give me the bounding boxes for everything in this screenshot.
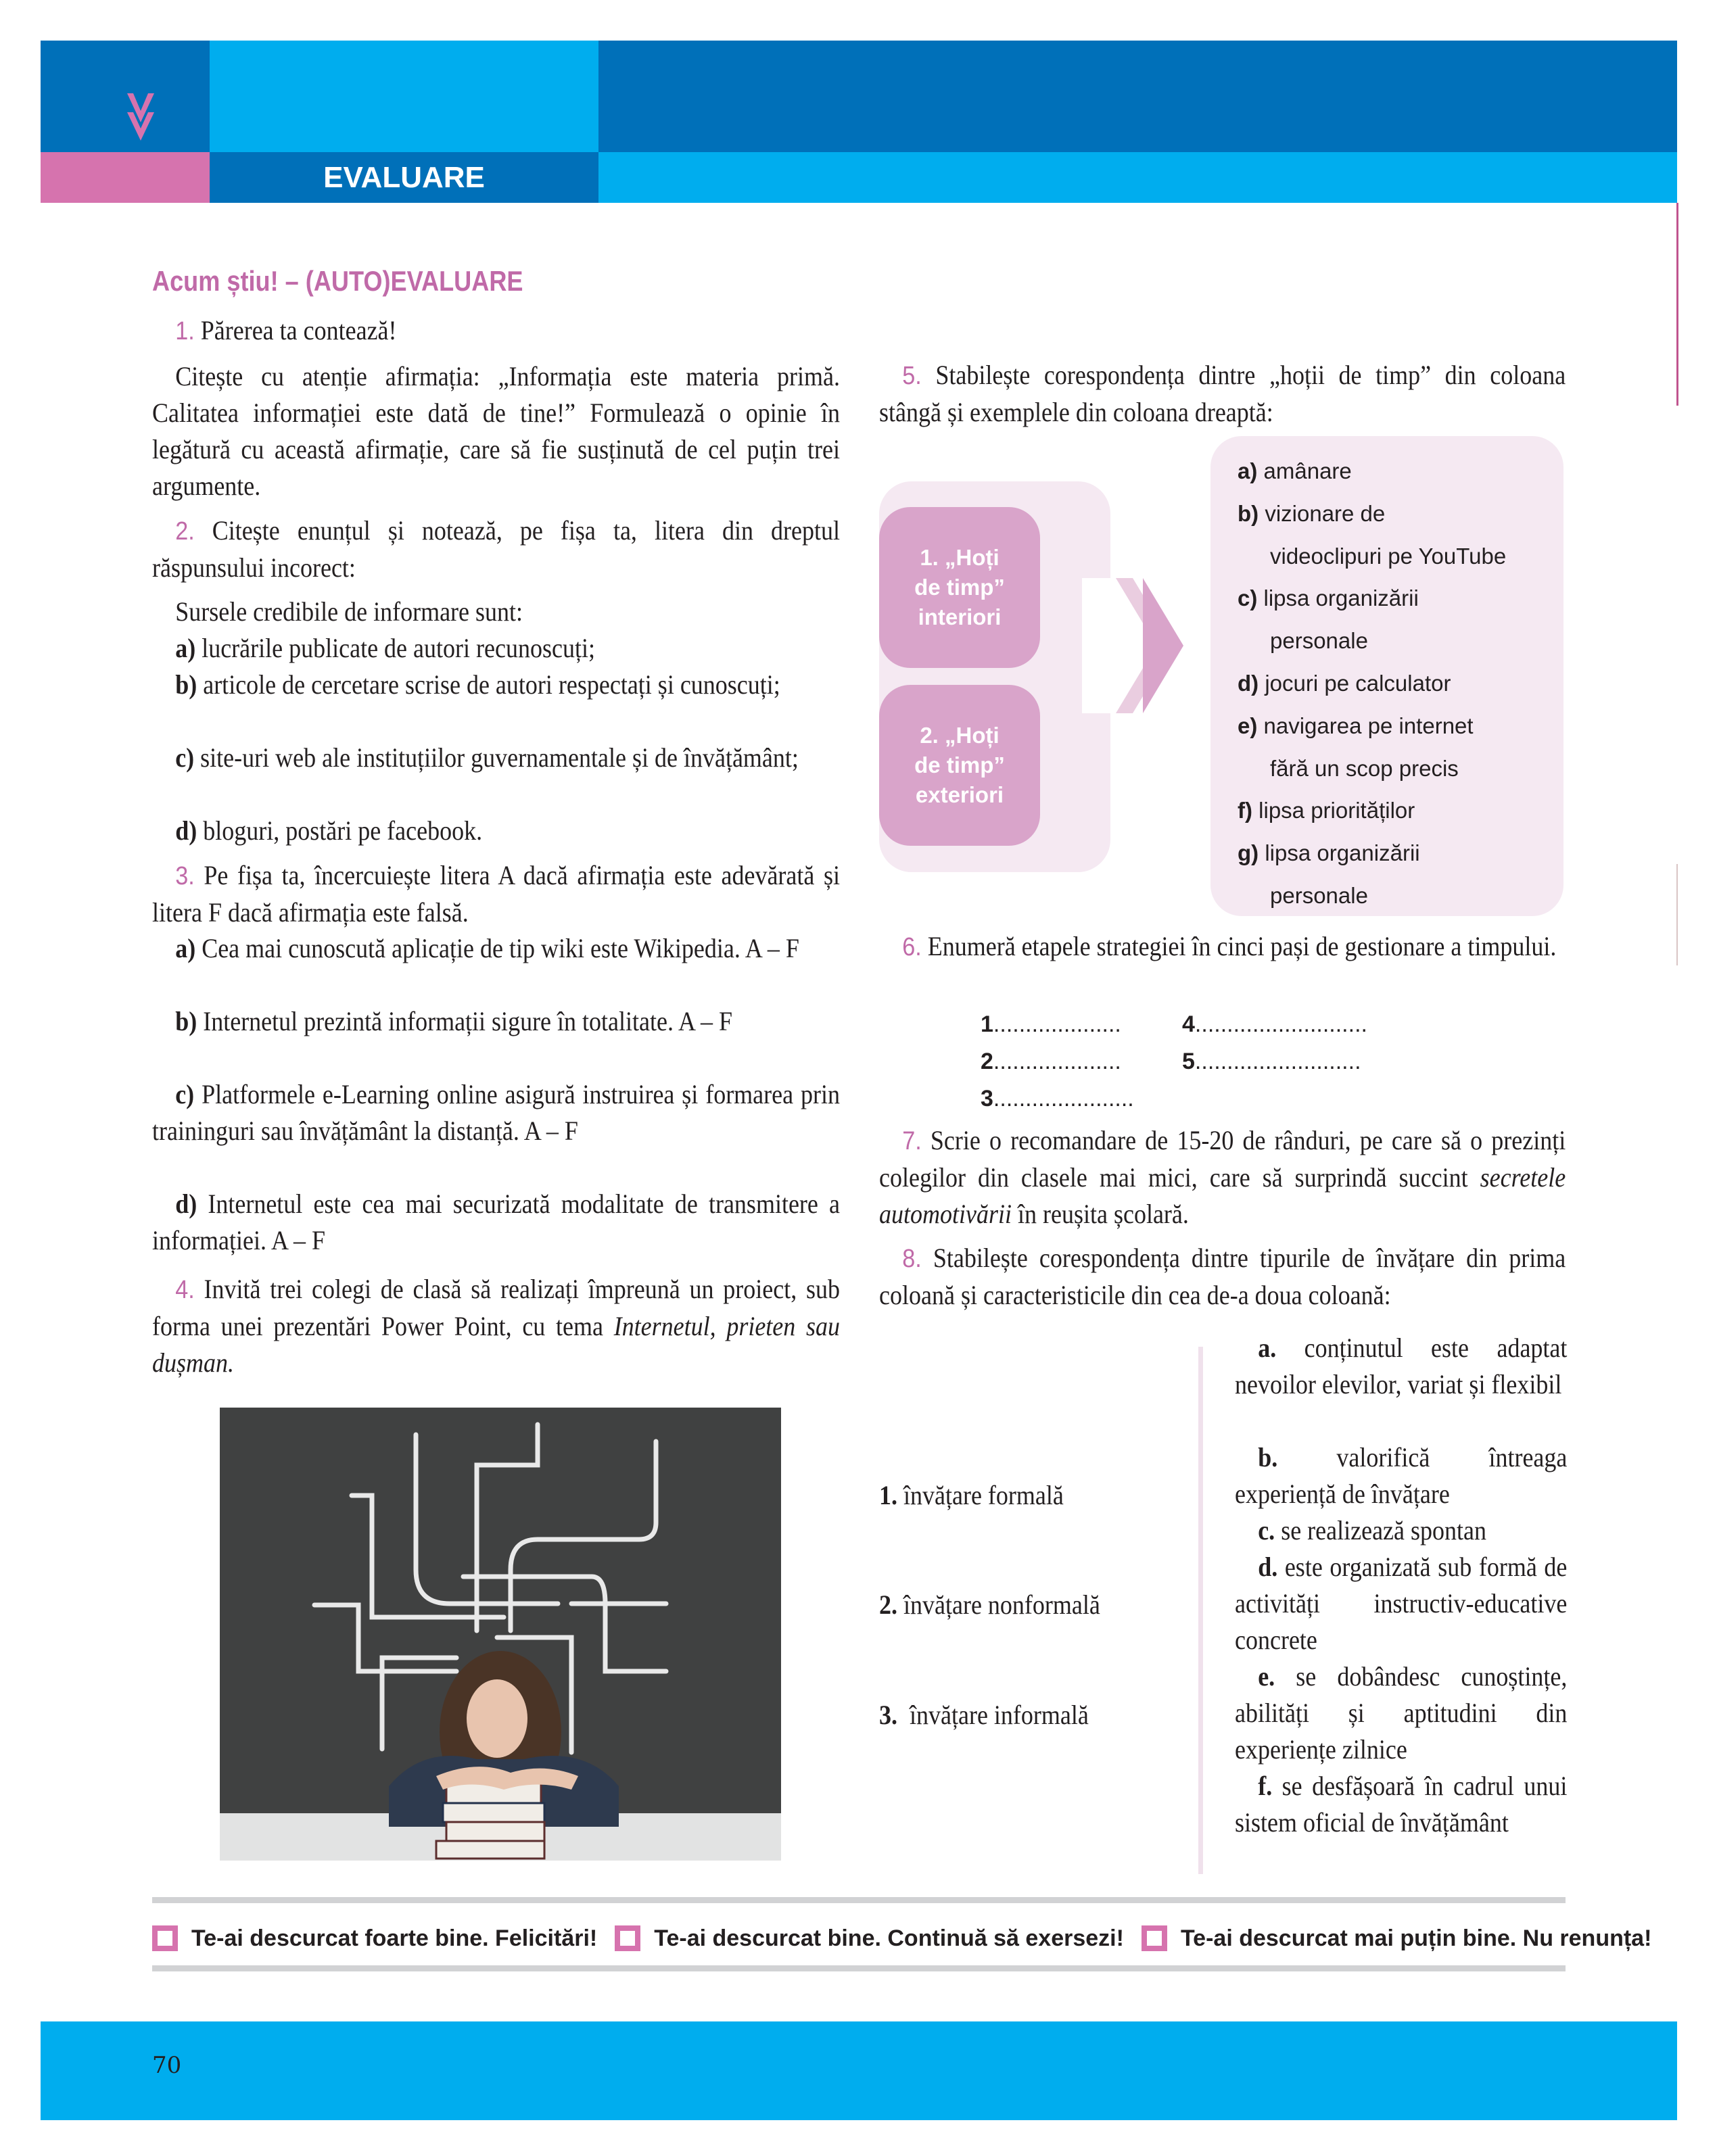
question-number: 5. bbox=[902, 362, 922, 390]
type-text: învățare nonformală bbox=[903, 1589, 1100, 1620]
example-text: jocuri pe calculator bbox=[1265, 670, 1451, 696]
example-item bbox=[1238, 493, 1506, 535]
blank-dots: ........................... bbox=[1194, 1011, 1367, 1037]
thief-box-exterior bbox=[879, 685, 1040, 846]
type-text: învățare informală bbox=[910, 1700, 1089, 1730]
thief-label-line: 2. „Hoți bbox=[920, 723, 999, 748]
example-text: navigarea pe internet bbox=[1263, 713, 1474, 738]
column-divider bbox=[1198, 1347, 1203, 1874]
question-text: Stabilește corespondența dintre tipurile de învățare din prima coloană și caracteristicile din cea de-a doua coloană: bbox=[879, 1243, 1566, 1310]
question-number: 7. bbox=[902, 1127, 922, 1155]
margin-rule bbox=[1676, 203, 1678, 406]
double-chevron-down-icon bbox=[127, 93, 154, 141]
statement-text: Internetul prezintă informații sigure în totalitate. A – F bbox=[203, 1006, 733, 1036]
answer-blank[interactable] bbox=[981, 1006, 1134, 1043]
learning-type-item bbox=[879, 1699, 1089, 1731]
feature-label: f. bbox=[1258, 1771, 1273, 1801]
learning-type-item bbox=[879, 1479, 1064, 1511]
header-block-right bbox=[598, 41, 1677, 152]
thief-box-interior bbox=[879, 507, 1040, 668]
option-label: d) bbox=[175, 815, 197, 846]
type-text: învățare formală bbox=[903, 1480, 1064, 1510]
question-text: Invită trei colegi de clasă să realizați împreună un proiect, sub forma unei prezentări Power Point, cu tema bbox=[152, 1274, 841, 1341]
thief-label-line: de timp” bbox=[914, 575, 1005, 600]
example-item bbox=[1238, 832, 1506, 875]
blank-number: 2 bbox=[981, 1049, 993, 1074]
thief-label-line: exteriori bbox=[915, 782, 1004, 807]
feature-item-c bbox=[1235, 1512, 1567, 1549]
question-text: Stabilește corespondența dintre „hoții de timp” din coloana stângă și exemplele din coloana dreaptă: bbox=[879, 360, 1566, 427]
example-text: lipsa organizării bbox=[1263, 585, 1419, 611]
examples-list bbox=[1238, 450, 1506, 917]
statement-label: a) bbox=[175, 933, 196, 963]
statement-d bbox=[152, 1186, 840, 1259]
feature-label: c. bbox=[1258, 1515, 1275, 1546]
feature-text: se desfășoară în cadrul unui sistem oficial de învățământ bbox=[1235, 1771, 1568, 1838]
statement-label: c) bbox=[175, 1079, 195, 1109]
statement-label: b) bbox=[175, 1006, 197, 1036]
question-text: Pe fișa ta, încercuiește litera A dacă afirmația este adevărată și litera F dacă afirmația este falsă. bbox=[152, 860, 840, 928]
example-item bbox=[1238, 705, 1506, 748]
blank-number: 3 bbox=[981, 1086, 993, 1111]
option-label: c) bbox=[175, 742, 195, 773]
question-2-prompt bbox=[152, 512, 840, 586]
option-text: lucrările publicate de autori recunoscuți; bbox=[202, 633, 595, 663]
feature-text: este organizată sub formă de activități instructiv-educative concrete bbox=[1235, 1552, 1568, 1655]
question-title: Părerea ta contează! bbox=[200, 315, 397, 345]
feature-item-f bbox=[1235, 1768, 1567, 1841]
thief-label-line: interiori bbox=[918, 604, 1002, 629]
section-heading: Acum știu! – (AUTO)EVALUARE bbox=[152, 265, 523, 297]
header-block-light bbox=[210, 41, 598, 152]
question-3-prompt bbox=[152, 857, 840, 931]
feature-label: e. bbox=[1258, 1661, 1275, 1692]
example-text: vizionare de bbox=[1265, 500, 1386, 526]
footer-band bbox=[41, 2021, 1677, 2120]
question-2-option-c bbox=[152, 740, 840, 776]
page-number: 70 bbox=[152, 2052, 182, 2079]
statement-b bbox=[152, 1003, 840, 1040]
checkbox[interactable] bbox=[1142, 1925, 1167, 1951]
option-text: site-uri web ale instituțiilor guvernamentale și de învățământ; bbox=[200, 742, 799, 773]
answer-blank[interactable] bbox=[1182, 1043, 1367, 1080]
question-2-lead-text: Sursele credibile de informare sunt: bbox=[175, 596, 523, 627]
example-label: d) bbox=[1238, 670, 1259, 696]
question-1-title bbox=[152, 312, 840, 350]
option-label: a) bbox=[175, 633, 196, 663]
statement-text: Platformele e-Learning online asigură instruirea și formarea prin traininguri sau învățământ la distanță. A – F bbox=[152, 1079, 841, 1146]
feature-label: d. bbox=[1258, 1552, 1278, 1582]
blank-number: 5 bbox=[1182, 1049, 1195, 1074]
option-text: articole de cercetare scrise de autori respectați și cunoscuți; bbox=[203, 669, 780, 700]
question-number: 4. bbox=[175, 1276, 195, 1304]
feature-text: valorifică întreaga experiență de învățare bbox=[1235, 1442, 1568, 1509]
question-7 bbox=[879, 1122, 1566, 1232]
question-1-body-text: Citește cu atenție afirmația: „Informația este materia primă. Calitatea informației este dată de tine!” Formulează o opinie în legătură cu această afirmație, care să fie susținută de cel puțin trei argumente. bbox=[152, 361, 840, 501]
option-text: bloguri, postări pe facebook. bbox=[203, 815, 483, 846]
checkbox[interactable] bbox=[152, 1925, 178, 1951]
question-text: Enumeră etapele strategiei în cinci pași de gestionare a timpului. bbox=[927, 931, 1557, 961]
header-block-right-bottom bbox=[598, 152, 1677, 203]
self-eval-label: Te-ai descurcat mai puțin bine. Nu renunța! bbox=[1180, 1925, 1652, 1951]
example-label: e) bbox=[1238, 713, 1258, 738]
question-text: Citește enunțul și notează, pe fișa ta, litera din dreptul răspunsului incorect: bbox=[152, 515, 841, 583]
feature-item-a bbox=[1235, 1330, 1567, 1403]
question-4 bbox=[152, 1271, 840, 1381]
blank-dots: .......................... bbox=[1194, 1049, 1361, 1074]
header-block-left bbox=[41, 41, 210, 152]
example-item bbox=[1238, 663, 1506, 705]
question-6 bbox=[879, 928, 1566, 965]
example-text-continued: fără un scop precis bbox=[1270, 755, 1459, 781]
type-label: 3. bbox=[879, 1700, 897, 1730]
feature-label: a. bbox=[1258, 1333, 1277, 1363]
answer-blanks-right bbox=[1182, 1006, 1367, 1080]
self-evaluation-row bbox=[152, 1921, 1669, 1955]
example-text: lipsa priorităților bbox=[1259, 798, 1415, 823]
self-eval-option[interactable] bbox=[615, 1925, 1124, 1952]
statement-text: Cea mai cunoscută aplicație de tip wiki este Wikipedia. A – F bbox=[202, 933, 799, 963]
example-item bbox=[1238, 577, 1506, 620]
answer-blanks-left bbox=[981, 1006, 1134, 1118]
self-eval-option[interactable] bbox=[152, 1925, 597, 1952]
example-label: a) bbox=[1238, 458, 1258, 483]
example-text-continued: videoclipuri pe YouTube bbox=[1270, 543, 1507, 569]
divider-top bbox=[152, 1897, 1566, 1903]
type-label: 1. bbox=[879, 1480, 897, 1510]
question-2-option-d bbox=[152, 813, 840, 849]
question-number: 8. bbox=[902, 1245, 922, 1273]
blank-dots: .................... bbox=[993, 1011, 1121, 1037]
question-2-option-b bbox=[152, 667, 840, 703]
page-section-title: EVALUARE bbox=[323, 160, 485, 194]
statement-c bbox=[152, 1076, 840, 1149]
feature-item-e bbox=[1235, 1658, 1567, 1768]
self-eval-label: Te-ai descurcat foarte bine. Felicitări! bbox=[191, 1925, 598, 1951]
answer-blank[interactable] bbox=[1182, 1006, 1367, 1043]
question-number: 6. bbox=[902, 933, 922, 961]
answer-blank[interactable] bbox=[981, 1080, 1134, 1118]
learning-type-item bbox=[879, 1589, 1100, 1621]
feature-label: b. bbox=[1258, 1442, 1278, 1472]
question-1-body bbox=[152, 358, 840, 504]
example-text-continued: personale bbox=[1270, 628, 1368, 654]
statement-a bbox=[152, 930, 840, 967]
feature-text: conținutul este adaptat nevoilor elevilor, variat și flexibil bbox=[1235, 1333, 1568, 1399]
example-label: f) bbox=[1238, 798, 1252, 823]
example-item bbox=[1238, 450, 1506, 493]
divider-bottom bbox=[152, 1965, 1566, 1971]
example-item bbox=[1238, 790, 1506, 832]
example-label: b) bbox=[1238, 500, 1259, 526]
blank-number: 4 bbox=[1182, 1011, 1195, 1037]
header-block-pink bbox=[41, 152, 210, 203]
thief-label-line: 1. „Hoți bbox=[920, 545, 999, 570]
feature-text: se realizează spontan bbox=[1281, 1515, 1487, 1546]
example-label: c) bbox=[1238, 585, 1258, 611]
feature-item-d bbox=[1235, 1549, 1567, 1658]
checkbox[interactable] bbox=[615, 1925, 640, 1951]
emphasized-text: secretele automotivării bbox=[879, 1162, 1566, 1229]
project-theme: Internetul, prieten sau dușman. bbox=[152, 1311, 840, 1378]
self-eval-label: Te-ai descurcat bine. Continuă să exersezi! bbox=[654, 1925, 1124, 1951]
type-label: 2. bbox=[879, 1589, 897, 1620]
question-number: 1. bbox=[175, 317, 195, 345]
statement-label: d) bbox=[175, 1189, 197, 1219]
question-text: Scrie o recomandare de 15-20 de rânduri, pe care să o prezinți colegilor din clasele mai mici, care să surprindă succint bbox=[879, 1125, 1566, 1193]
question-2-lead bbox=[152, 594, 840, 630]
blank-dots: .................... bbox=[993, 1049, 1121, 1074]
example-text: lipsa organizării bbox=[1265, 840, 1420, 866]
feature-text: se dobândesc cunoștințe, abilități și aptitudini din experiențe zilnice bbox=[1235, 1661, 1568, 1765]
example-text-continued: personale bbox=[1270, 882, 1368, 908]
example-label: g) bbox=[1238, 840, 1259, 866]
example-text: amânare bbox=[1263, 458, 1352, 483]
feature-item-b bbox=[1235, 1439, 1567, 1512]
blank-number: 1 bbox=[981, 1011, 993, 1037]
chalkboard-illustration bbox=[220, 1408, 781, 1861]
margin-rule-lower bbox=[1676, 864, 1678, 965]
question-text-end: în reușita școlară. bbox=[1018, 1199, 1189, 1229]
question-number: 2. bbox=[175, 517, 195, 546]
question-number: 3. bbox=[175, 862, 195, 890]
option-label: b) bbox=[175, 669, 197, 700]
arrow-chevron-icon bbox=[1075, 571, 1190, 720]
thief-label-line: de timp” bbox=[914, 752, 1005, 777]
blank-dots: ...................... bbox=[993, 1086, 1134, 1111]
question-2-option-a bbox=[152, 630, 840, 667]
self-eval-option[interactable] bbox=[1142, 1925, 1651, 1952]
answer-blank[interactable] bbox=[981, 1043, 1134, 1080]
question-8 bbox=[879, 1240, 1566, 1314]
question-5-prompt bbox=[879, 357, 1566, 431]
statement-text: Internetul este cea mai securizată modalitate de transmitere a informației. A – F bbox=[152, 1189, 841, 1255]
student-photo bbox=[220, 1408, 781, 1861]
